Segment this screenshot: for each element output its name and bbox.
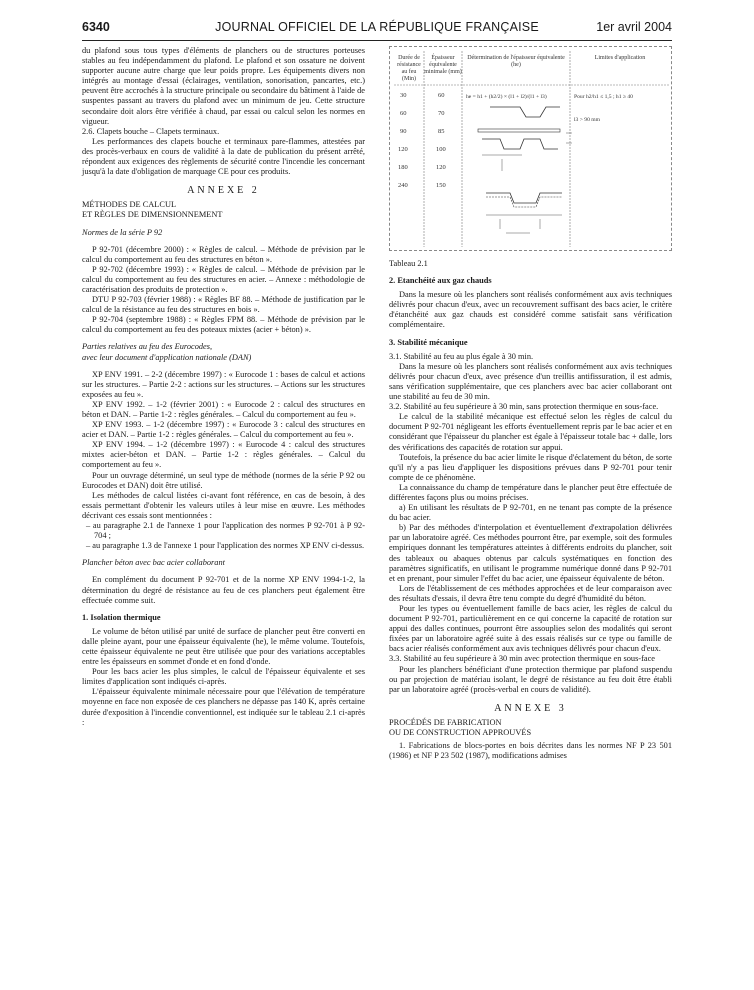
paragraph: Dans la mesure où les planchers sont réalisés conformément aux avis techniques délivrés pour chacun d'eux, avec un recouvrement suffisant des bacs acier, le critère d'étanchéité aux gaz chauds est considéré comme satisfait sans vérification complémentaire. [389,290,672,330]
item-2-6: 2.6. Clapets bouche – Clapets terminaux. [82,126,220,136]
paragraph: Pour un ouvrage déterminé, un seul type de méthode (normes de la série P 92 ou Eurocodes et DAN) doit être utilisé. [82,470,365,490]
section-heading: Parties relatives au feu des Eurocodes, [82,342,213,352]
table-header-duration: Durée de résistance au feu (Min) [397,55,421,82]
section-heading: 1. Isolation thermique [82,612,161,622]
paragraph: En complément du document P 92-701 et de la norme XP ENV 1994-1-2, la détermination du degré de résistance au feu de ces planchers peut également être effectuée comme suit. [82,575,365,605]
table-header-determination: Détermination de l'épaisseur équivalente (he) [467,55,565,68]
formula: he = h1 + (h2/2) × (l1 + l2)/(l1 + l3) [466,94,547,100]
annexe-3-title: OU DE CONSTRUCTION APPROUVÉS [389,728,532,738]
norm-reference: P 92-702 (décembre 1993) : « Règles de calcul. – Méthode de prévision par le calcul du comportement au feu des structures en acier. – Annexe : méthodologie de caractérisation des produits de protection ». [82,264,365,294]
paragraph: Pour les types ou éventuellement famille de bacs acier, les règles de calcul du document P 92-701, particulièrement en ce qui concerne la capacité de rotation sur appui des dalles continues, pourront être assouplies selon des modalités qui seront fixées par un laboratoire agréé suite à des essais réalisés sur ce type ou famille de bacs acier réalisés conformément aux avis techniques délivrés pour chacun d'eux. [389,604,672,654]
journal-title: JOURNAL OFFICIEL DE LA RÉPUBLIQUE FRANÇAISE [215,20,539,34]
paragraph: Le volume de béton utilisé par unité de surface de plancher peut être converti en dalle pleine ayant, pour une épaisseur équivalente (he), le même volume. Toutefois, cette épaisseur équivalente ne peut être utilisée que pour des variations acceptables entre les épaisseurs en sommet d'onde et en fond d'onde. [82,626,365,667]
table-2-1 [389,46,672,251]
header-rule [82,40,672,41]
paragraph: Pour les planchers bénéficiant d'une protection thermique par plafond suspendu ou par projection de matériau isolant, le degré de résistance au feu doit être établi par un laboratoire agréé (procès-verbal en cours de validité). [389,664,672,694]
issue-date: 1er avril 2004 [596,20,672,34]
table-figure [390,47,673,252]
table-cell-duration: 120 [398,146,408,153]
table-caption: Tableau 2.1 [389,259,428,268]
paragraph: du plafond sous tous types d'éléments de planchers ou de structures porteuses stables au feu indépendamment du plafond. Le plafond et son ossature ne doivent supporter aucune autre charge que leur poids propre. Les équipements divers non intégrés au montage d'essai (éclairages, ventilation, sonorisation, pancartes, etc.) peuvent être accrochés à la structure principale ou secondaire du bâtiment à l'aide de suspentes passant au travers du plafond avec un minimum de jeu. Cette structure secondaire doit alors être vérifiée à chaud, par essai ou calcul selon les normes en vigueur. [82,46,365,126]
table-limit: Pour h2/h1 ≤ 1,5 ; h1 ≥ 40 [574,94,633,100]
item-3-2: 3.2. Stabilité au feu supérieure à 30 min, sans protection thermique en sous-face. [389,402,659,412]
table-cell-thickness: 150 [436,182,446,189]
paragraph: La connaissance du champ de température dans le plancher peut être effectuée de différentes façons plus ou moins précises. [389,482,672,502]
table-header-limits: Limites d'application [594,55,646,61]
norm-reference: XP ENV 1992. – 1-2 (février 2001) : « Eurocode 2 : calcul des structures en béton et DAN. – Partie 1-2 : règles générales. – Calcul du comportement au feu ». [82,399,365,419]
section-heading: 3. Stabilité mécanique [389,337,468,347]
annexe-2-title: ET RÈGLES DE DIMENSIONNEMENT [82,210,223,220]
annexe-3-title: PROCÉDÉS DE FABRICATION [389,717,502,727]
list-item: – au paragraphe 2.1 de l'annexe 1 pour l'application des normes P 92-701 à P 92-704 ; [86,521,365,541]
table-cell-thickness: 120 [436,164,446,171]
annexe-3-heading: ANNEXE 3 [494,702,567,714]
paragraph: 1. Fabrications de blocs-portes en bois décrites dans les normes NF P 23 501 (1986) et NF P 23 502 (1987), modifications admises [389,741,672,761]
section-heading: avec leur document d'application nationale (DAN) [82,352,252,362]
norm-reference: P 92-704 (septembre 1988) : « Règles FPM 88. – Méthode de prévision par le calcul du comportement au feu des poteaux mixtes (acier + béton) ». [82,315,365,335]
item-3-1: 3.1. Stabilité au feu au plus égale à 30 min. [389,351,534,361]
table-cell-thickness: 60 [438,92,445,99]
annexe-2-title: MÉTHODES DE CALCUL [82,200,177,210]
paragraph: Les méthodes de calcul listées ci-avant font référence, en cas de besoin, à des essais permettant d'obtenir les valeurs utiles à leur mise en œuvre. Les méthodes décrivant ces essais sont mentionnées : [82,490,365,520]
page-header [82,20,672,38]
page-number: 6340 [82,20,110,34]
norm-reference: XP ENV 1993. – 1-2 (décembre 1997) : « Eurocode 3 : calcul des structures en acier et DAN. – Partie 1-2 : règles générales. – Calcul du comportement au feu ». [82,420,365,440]
list-item: – au paragraphe 1.3 de l'annexe 1 pour l'application des normes XP ENV ci-dessus. [86,541,365,551]
paragraph: Toutefois, la présence du bac acier limite le risque d'éclatement du béton, de sorte qu'il n'y a pas lieu d'appliquer les dispositions prévues dans P 92-701 pour tenir compte de ce phénomène. [389,452,672,482]
table-cell-duration: 240 [398,182,408,189]
paragraph: Lors de l'établissement de ces méthodes approchées et de leur comparaison avec des résultats d'essais, il devra être tenu compte du degré d'humidité du béton. [389,583,672,603]
section-heading: 2. Etanchéité aux gaz chauds [389,276,492,286]
section-heading: Normes de la série P 92 [82,227,163,237]
norm-reference: DTU P 92-703 (février 1988) : « Règles BF 88. – Méthode de justification par le calcul de la résistance au feu des structures en bois ». [82,295,365,315]
norm-reference: P 92-701 (décembre 2000) : « Règles de calcul. – Méthode de prévision par le calcul du comportement au feu des structures en béton ». [82,244,365,264]
paragraph: Le calcul de la stabilité mécanique est effectué selon les règles de calcul du document P 92-701 négligeant les efforts éventuellement repris par le bac acier et en considérant que l'épaisseur du plancher est égale à l'épaisseur totale bac + dalle, lors des vérifications des capacités de rotation sur appui. [389,412,672,452]
table-limit: l3 > 90 mm [574,117,600,123]
item-3-3: 3.3. Stabilité au feu supérieure à 30 min avec protection thermique en sous-face [389,654,655,664]
table-cell-thickness: 70 [438,110,445,117]
norm-reference: XP ENV 1991. – 2-2 (décembre 1997) : « Eurocode 1 : bases de calcul et actions sur les structures. – Partie 2-2 : actions sur les structures. – Actions sur les structures exposées au feu ». [82,369,365,399]
paragraph: Pour les bacs acier les plus simples, le calcul de l'épaisseur équivalente et ses limites d'application sont indiqués ci-après. [82,667,365,687]
norm-reference: XP ENV 1994. – 1-2 (décembre 1997) : « Eurocode 4 : calcul des structures mixtes acier-béton et DAN. – Partie 1-2 : règles générales. – Calcul du comportement au feu ». [82,440,365,470]
paragraph: Les performances des clapets bouche et terminaux pare-flammes, attestées par des procès-verbaux en cours de validité à la date de publication du présent arrêté, répondent aux exigences des règlements de sécurité contre l'incendie les concernant jusqu'à la date d'obligation de marquage CE pour ces produits. [82,136,365,177]
paragraph: a) En utilisant les résultats de P 92-701, en ne tenant pas compte de la présence du bac acier. [389,503,672,523]
paragraph: Dans la mesure où les planchers sont réalisés conformément aux avis techniques délivrés pour chacun d'eux, avec présence d'un treillis antifissuration, il est admis, sans vérification supplémentaire, que ces planchers avec bac acier collaborant ont une stabilité au feu de 30 min. [389,361,672,402]
table-cell-duration: 30 [400,92,407,99]
paragraph: L'épaisseur équivalente minimale nécessaire pour que l'élévation de température moyenne en face non exposée de ces planchers ne dépasse pas 140 K, après certaine durée d'exposition à l'incendie conventionnel, est indiquée sur le tableau 2.1 ci-après : [82,687,365,727]
right-column [389,46,672,761]
section-heading: Plancher béton avec bac acier collaborant [82,558,225,568]
paragraph: b) Par des méthodes d'interpolation et éventuellement d'extrapolation délivrées par un laboratoire agréé. Ces méthodes pourront être, par exemple, soit des formules empiriques donnant les températures atteintes à différents endroits du plancher, soit des tableaux ou abaques obtenus par calculs systématiques en fonction des paramètres significatifs, en utilisant le programme numérique donné dans P 92-701 et en prenant, pour simuler l'effet du bac acier, une épaisseur équivalente de béton. [389,523,672,583]
table-cell-thickness: 85 [438,128,445,135]
table-cell-thickness: 100 [436,146,446,153]
table-header-thickness: Épaisseur équivalente minimale (mm) [424,55,462,75]
left-column [82,46,365,728]
table-cell-duration: 90 [400,128,407,135]
annexe-2-heading: ANNEXE 2 [187,185,260,197]
table-cell-duration: 180 [398,164,408,171]
table-cell-duration: 60 [400,110,407,117]
